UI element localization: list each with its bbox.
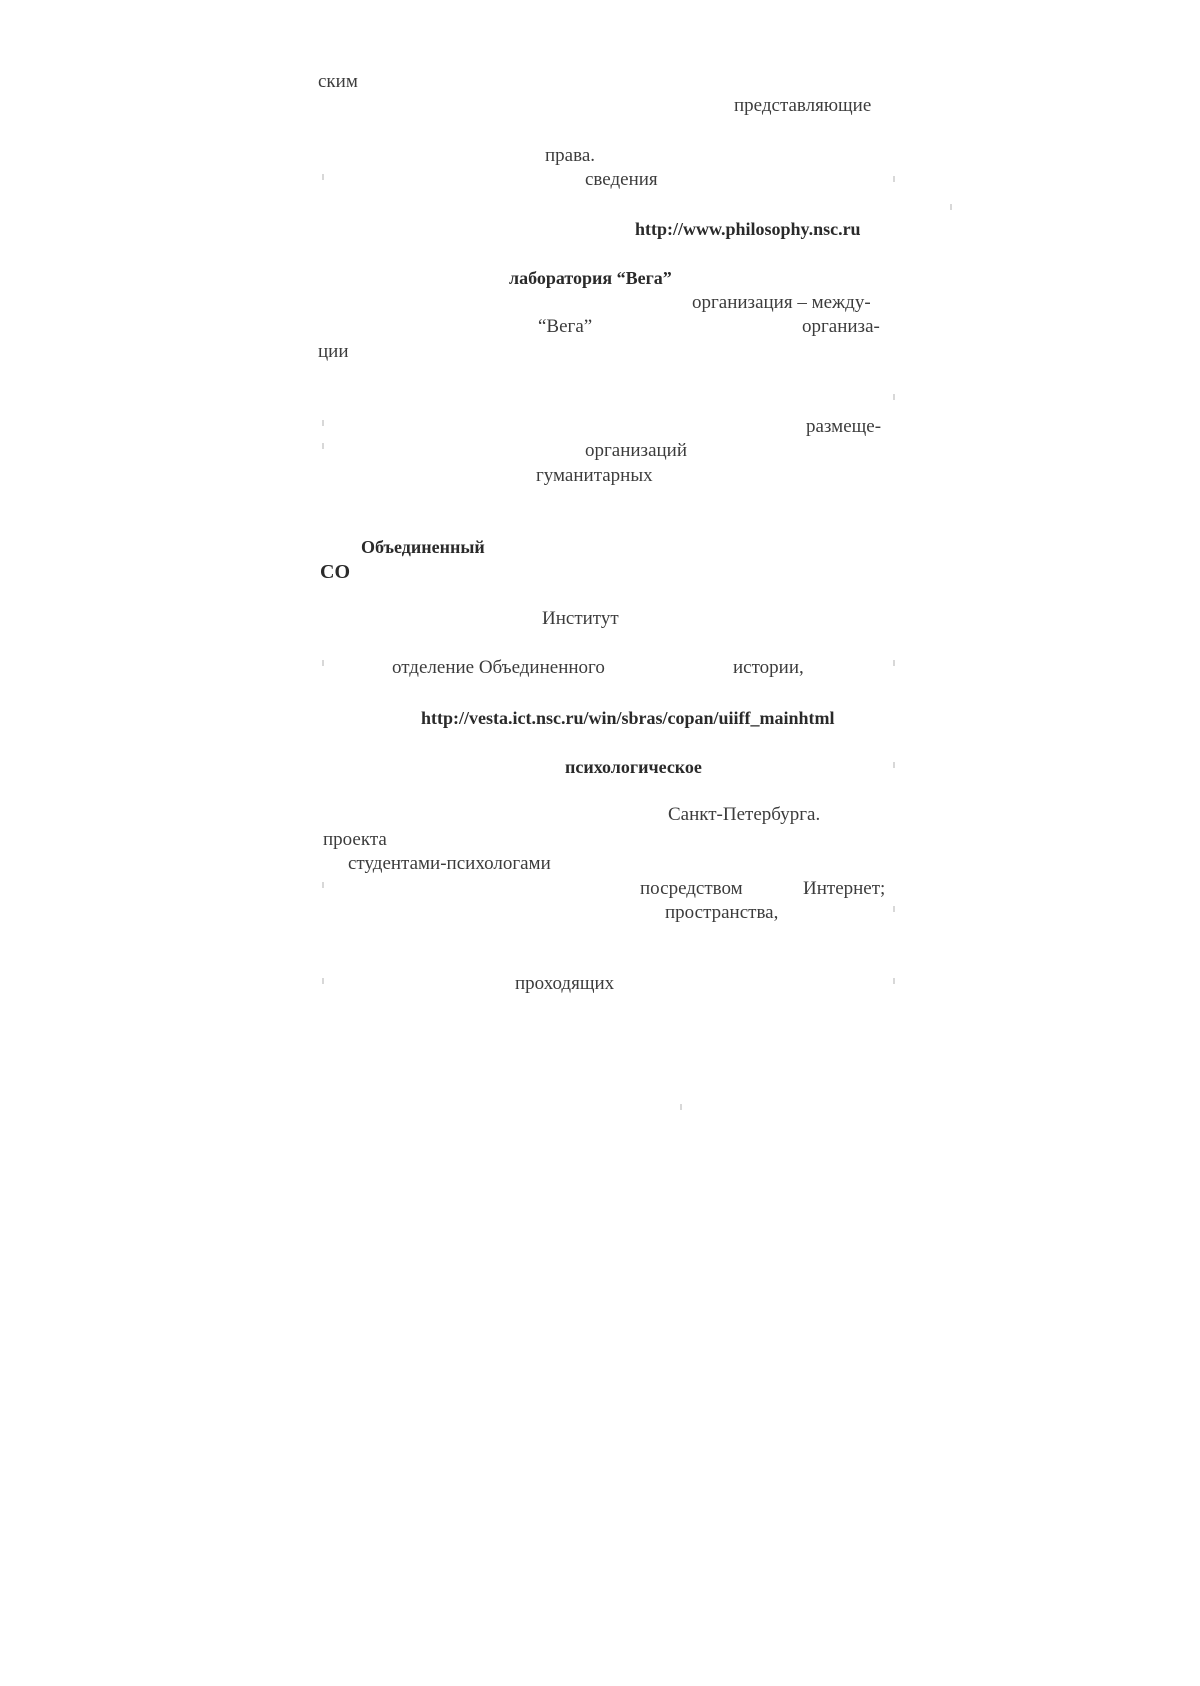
scan-speck: [893, 762, 895, 768]
text-fragment: представляющие: [734, 95, 872, 116]
text-fragment: ции: [318, 341, 349, 362]
url-vesta-link[interactable]: http://vesta.ict.nsc.ru/win/sbras/copan/uiiff_mainhtml: [421, 708, 835, 728]
text-fragment: организация – между-: [692, 292, 871, 313]
text-fragment: “Вега”: [538, 316, 593, 337]
scan-speck: [322, 443, 324, 449]
scan-speck: [322, 978, 324, 984]
scan-speck: [893, 906, 895, 912]
scan-speck: [950, 204, 952, 210]
text-fragment-bold: психологическое: [565, 757, 702, 777]
scan-speck: [893, 660, 895, 666]
text-fragment: студентами-психологами: [348, 853, 551, 874]
scan-speck: [893, 176, 895, 182]
scan-speck: [893, 978, 895, 984]
scan-speck: [322, 174, 324, 180]
scan-speck: [322, 420, 324, 426]
scan-speck: [680, 1104, 682, 1110]
text-fragment: организаций: [585, 440, 688, 461]
url-philosophy-link[interactable]: http://www.philosophy.nsc.ru: [635, 219, 861, 239]
text-fragment: размеще-: [806, 416, 882, 437]
text-fragment: ским: [318, 71, 358, 92]
text-fragment: истории,: [733, 657, 804, 678]
text-fragment-bold: Объединенный: [361, 537, 485, 557]
text-fragment: посредством: [640, 878, 743, 899]
text-fragment: гуманитарных: [536, 465, 653, 486]
text-fragment-bold: лаборатория “Вега”: [509, 268, 672, 288]
text-fragment: пространства,: [665, 902, 779, 923]
scan-speck: [322, 882, 324, 888]
text-fragment: проекта: [323, 829, 387, 850]
text-fragment: организа-: [802, 316, 880, 337]
text-fragment: проходящих: [515, 973, 615, 994]
text-fragment: права.: [545, 145, 596, 166]
text-fragment: Санкт-Петербурга.: [668, 804, 821, 825]
text-fragment-bold: СО: [320, 561, 350, 583]
scan-speck: [893, 394, 895, 400]
text-fragment: Интернет;: [803, 878, 886, 899]
text-fragment: сведения: [585, 169, 658, 190]
text-fragment: Институт: [542, 608, 619, 629]
scan-speck: [322, 660, 324, 666]
text-fragment: отделение Объединенного: [392, 657, 605, 678]
